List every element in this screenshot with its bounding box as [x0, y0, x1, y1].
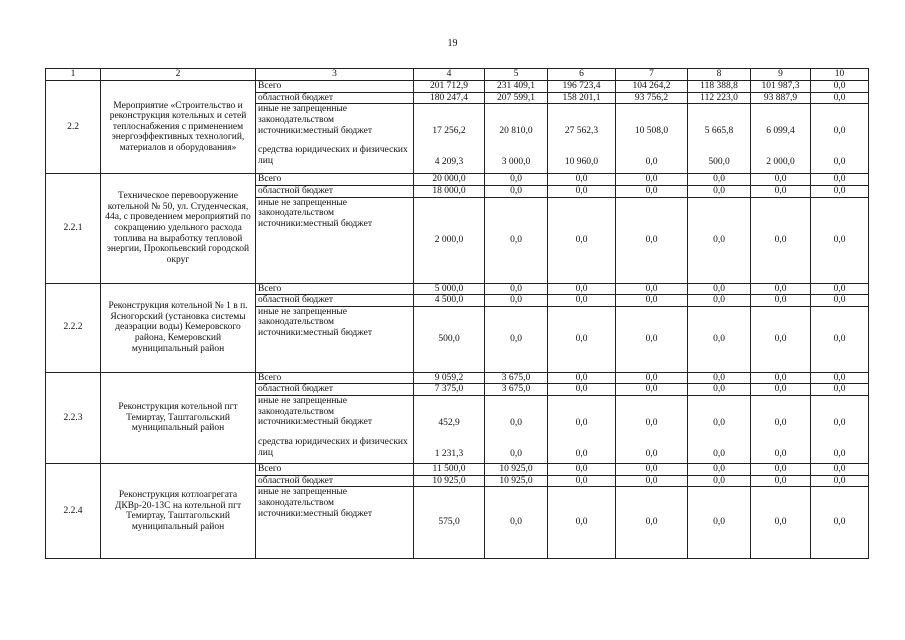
value-local: 0,0: [751, 487, 811, 559]
value-local: 0,0: [751, 197, 811, 283]
value-cell: 158 201,1: [548, 92, 616, 104]
value-cell: 0,0: [688, 384, 751, 396]
value-local: 0,0: [688, 197, 751, 283]
value-cell: 10 925,0: [485, 464, 548, 476]
value-legal: 0,0: [833, 449, 846, 459]
value-cell: 0,0: [751, 475, 811, 487]
value-cell-group: [414, 104, 485, 174]
value-cell: 0,0: [616, 475, 688, 487]
column-header: 9: [751, 69, 811, 81]
section-code: 2.2.1: [46, 174, 101, 283]
value-legal: 0,0: [510, 449, 522, 459]
value-local: 5 665,8: [704, 126, 734, 137]
source-other-cell: [256, 104, 414, 174]
source-total-label: Всего: [256, 464, 414, 476]
value-cell: 112 223,0: [688, 92, 751, 104]
value-cell-group: [616, 104, 688, 174]
value-local: 0,0: [645, 418, 658, 428]
section-name: Реконструкция котлоагрегата ДКВр-20-13С на котельной пгт Темиртау, Таштагольский муниципальный район: [101, 464, 256, 559]
source-other-label: иные не запрещенные законодательством источники:: [258, 306, 348, 338]
value-cell: 0,0: [811, 81, 869, 93]
table-row: [46, 81, 869, 93]
value-legal: 500,0: [708, 157, 730, 168]
section-name: Реконструкция котельной № 1 в п. Ясногорский (установка системы деаэрации воды) Кемеровского района, Кемеровский муниципальный район: [101, 283, 256, 372]
value-cell: 0,0: [688, 475, 751, 487]
value-legal: 3 000,0: [501, 157, 531, 168]
value-local: 0,0: [548, 487, 616, 559]
value-cell: 0,0: [548, 295, 616, 307]
value-local: 0,0: [751, 306, 811, 372]
value-cell: 0,0: [548, 464, 616, 476]
value-cell: 0,0: [811, 174, 869, 186]
table-row: [46, 372, 869, 384]
value-local: 0,0: [774, 418, 787, 428]
value-cell: 0,0: [811, 295, 869, 307]
value-local: 27 562,3: [564, 126, 599, 137]
value-local: 0,0: [833, 418, 846, 428]
value-cell: 231 409,1: [485, 81, 548, 93]
value-cell: 10 925,0: [414, 475, 485, 487]
column-header: 5: [485, 69, 548, 81]
value-local: 0,0: [616, 197, 688, 283]
source-regional-label: областной бюджет: [256, 475, 414, 487]
section-code: 2.2.3: [46, 372, 101, 463]
column-header: 2: [101, 69, 256, 81]
source-other-cell: [256, 487, 414, 559]
value-cell-group: [616, 396, 688, 464]
value-local: 0,0: [548, 197, 616, 283]
value-cell: 0,0: [485, 295, 548, 307]
value-cell: 201 712,9: [414, 81, 485, 93]
value-local: 0,0: [485, 487, 548, 559]
value-legal: 1 231,3: [434, 449, 464, 459]
source-other-cell: [256, 197, 414, 283]
source-other-label: иные не запрещенные законодательством источники:: [258, 104, 348, 136]
value-legal: 0,0: [713, 449, 725, 459]
source-local-label: местный бюджет: [303, 328, 372, 338]
value-local: 0,0: [688, 306, 751, 372]
value-local: 575,0: [414, 487, 485, 559]
source-legal-label: средства юридических и физических лиц: [258, 436, 408, 458]
value-cell: 0,0: [616, 283, 688, 295]
value-cell: 0,0: [616, 295, 688, 307]
value-cell: 0,0: [811, 384, 869, 396]
source-regional-label: областной бюджет: [256, 185, 414, 197]
value-local: 0,0: [510, 418, 522, 428]
value-cell-group: [811, 104, 869, 174]
value-cell: 0,0: [751, 384, 811, 396]
table-row: [46, 464, 869, 476]
value-cell: 18 000,0: [414, 185, 485, 197]
value-local: 0,0: [811, 487, 869, 559]
value-local: 0,0: [688, 487, 751, 559]
source-other-label: иные не запрещенные законодательством источники:: [258, 197, 348, 229]
value-local: 0,0: [811, 306, 869, 372]
value-cell: 0,0: [751, 295, 811, 307]
section-code: 2.2: [46, 81, 101, 174]
value-local: 17 256,2: [432, 126, 466, 137]
value-legal: 2 000,0: [766, 157, 795, 168]
value-cell: 207 599,1: [485, 92, 548, 104]
value-cell-group: [485, 396, 548, 464]
value-cell: 0,0: [811, 464, 869, 476]
value-local: 452,9: [438, 418, 460, 428]
source-local-label: местный бюджет: [303, 218, 372, 229]
value-cell: 10 925,0: [485, 475, 548, 487]
value-local: 10 508,0: [634, 126, 669, 137]
value-cell: 0,0: [811, 475, 869, 487]
value-cell: 0,0: [548, 174, 616, 186]
source-other-label: иные не запрещенные законодательством источники:: [258, 487, 348, 519]
value-cell-group: [751, 396, 811, 464]
value-legal: 4 209,3: [434, 157, 464, 168]
value-cell: 4 500,0: [414, 295, 485, 307]
value-local: 0,0: [485, 197, 548, 283]
source-other-cell: [256, 306, 414, 372]
value-cell: 3 675,0: [485, 384, 548, 396]
section-code: 2.2.2: [46, 283, 101, 372]
value-cell: 0,0: [548, 475, 616, 487]
value-cell: 180 247,4: [414, 92, 485, 104]
value-cell-group: [414, 396, 485, 464]
value-legal: 0,0: [575, 449, 588, 459]
section-code: 2.2.4: [46, 464, 101, 559]
value-local: 0,0: [713, 418, 725, 428]
budget-table: [45, 68, 869, 559]
column-header: 6: [548, 69, 616, 81]
page-number: 19: [447, 38, 458, 49]
value-cell: 93 756,2: [616, 92, 688, 104]
value-cell: 0,0: [616, 372, 688, 384]
value-cell: 0,0: [548, 384, 616, 396]
value-cell-group: [548, 396, 616, 464]
source-other-cell: [256, 396, 414, 464]
value-local: 2 000,0: [414, 197, 485, 283]
value-cell-group: [811, 396, 869, 464]
section-name: Мероприятие «Строительство и реконструкция котельных и сетей теплоснабжения с применением энергоэффективных технологий, материалов и оборудования»: [101, 81, 256, 174]
table-row: [46, 174, 869, 186]
value-local: 0,0: [616, 487, 688, 559]
value-local: 0,0: [485, 306, 548, 372]
value-cell: 0,0: [751, 283, 811, 295]
value-local: 0,0: [833, 126, 846, 137]
value-cell: 0,0: [751, 174, 811, 186]
table-body: [46, 69, 869, 559]
value-cell: 0,0: [485, 283, 548, 295]
column-header: 7: [616, 69, 688, 81]
value-legal: 0,0: [833, 157, 846, 168]
value-cell: 0,0: [811, 92, 869, 104]
source-local-label: местный бюджет: [303, 508, 372, 519]
source-local-label: местный бюджет: [303, 125, 372, 136]
value-cell: 93 887,9: [751, 92, 811, 104]
value-cell-group: [751, 104, 811, 174]
column-header: 3: [256, 69, 414, 81]
value-cell: 0,0: [548, 185, 616, 197]
value-legal: 10 960,0: [564, 157, 599, 168]
value-cell: 0,0: [688, 372, 751, 384]
value-cell: 0,0: [751, 372, 811, 384]
value-cell: 0,0: [688, 283, 751, 295]
value-cell: 3 675,0: [485, 372, 548, 384]
value-cell: 0,0: [616, 174, 688, 186]
value-cell: 0,0: [688, 185, 751, 197]
column-header: 8: [688, 69, 751, 81]
source-regional-label: областной бюджет: [256, 384, 414, 396]
value-local: 6 099,4: [766, 126, 795, 137]
value-cell: 0,0: [616, 464, 688, 476]
source-legal-label: средства юридических и физических лиц: [258, 145, 408, 166]
source-other-label: иные не запрещенные законодательством источники:: [258, 396, 348, 428]
value-local: 0,0: [548, 306, 616, 372]
value-local: 20 810,0: [499, 126, 533, 137]
source-total-label: Всего: [256, 283, 414, 295]
value-cell: 0,0: [811, 372, 869, 384]
value-cell-group: [688, 396, 751, 464]
value-cell: 0,0: [485, 185, 548, 197]
value-cell: 0,0: [811, 283, 869, 295]
source-total-label: Всего: [256, 174, 414, 186]
column-header: 10: [811, 69, 869, 81]
value-cell: 0,0: [688, 174, 751, 186]
value-cell: 0,0: [811, 185, 869, 197]
value-legal: 0,0: [774, 449, 787, 459]
column-number-row: [46, 69, 869, 81]
value-cell: 9 059,2: [414, 372, 485, 384]
value-cell: 0,0: [751, 464, 811, 476]
value-local: 0,0: [616, 306, 688, 372]
value-local: 500,0: [414, 306, 485, 372]
value-cell: 0,0: [616, 384, 688, 396]
value-cell: 11 500,0: [414, 464, 485, 476]
source-regional-label: областной бюджет: [256, 295, 414, 307]
value-cell-group: [485, 104, 548, 174]
value-cell: 118 388,8: [688, 81, 751, 93]
source-total-label: Всего: [256, 81, 414, 93]
value-cell: 101 987,3: [751, 81, 811, 93]
value-cell: 0,0: [485, 174, 548, 186]
section-name: Техническое перевооружение котельной № 50, ул. Студенческая, 44а, с проведением мероприятий по сокращению удельного расхода топлива на выработку тепловой энергии, Прокопьевский городской округ: [101, 174, 256, 283]
section-name: Реконструкция котельной пгт Темиртау, Таштагольский муниципальный район: [101, 372, 256, 463]
source-total-label: Всего: [256, 372, 414, 384]
value-legal: 0,0: [645, 449, 658, 459]
column-header: 4: [414, 69, 485, 81]
value-cell: 0,0: [548, 283, 616, 295]
value-cell-group: [548, 104, 616, 174]
source-regional-label: областной бюджет: [256, 92, 414, 104]
source-local-label: местный бюджет: [303, 417, 372, 428]
value-cell-group: [688, 104, 751, 174]
value-cell: 0,0: [548, 372, 616, 384]
value-cell: 0,0: [688, 295, 751, 307]
value-cell: 196 723,4: [548, 81, 616, 93]
value-cell: 5 000,0: [414, 283, 485, 295]
value-cell: 0,0: [688, 464, 751, 476]
table-row: [46, 283, 869, 295]
value-cell: 0,0: [751, 185, 811, 197]
value-local: 0,0: [811, 197, 869, 283]
value-cell: 104 264,2: [616, 81, 688, 93]
column-header: 1: [46, 69, 101, 81]
value-cell: 7 375,0: [414, 384, 485, 396]
value-cell: 0,0: [616, 185, 688, 197]
value-local: 0,0: [575, 418, 588, 428]
value-cell: 20 000,0: [414, 174, 485, 186]
value-legal: 0,0: [645, 157, 658, 168]
